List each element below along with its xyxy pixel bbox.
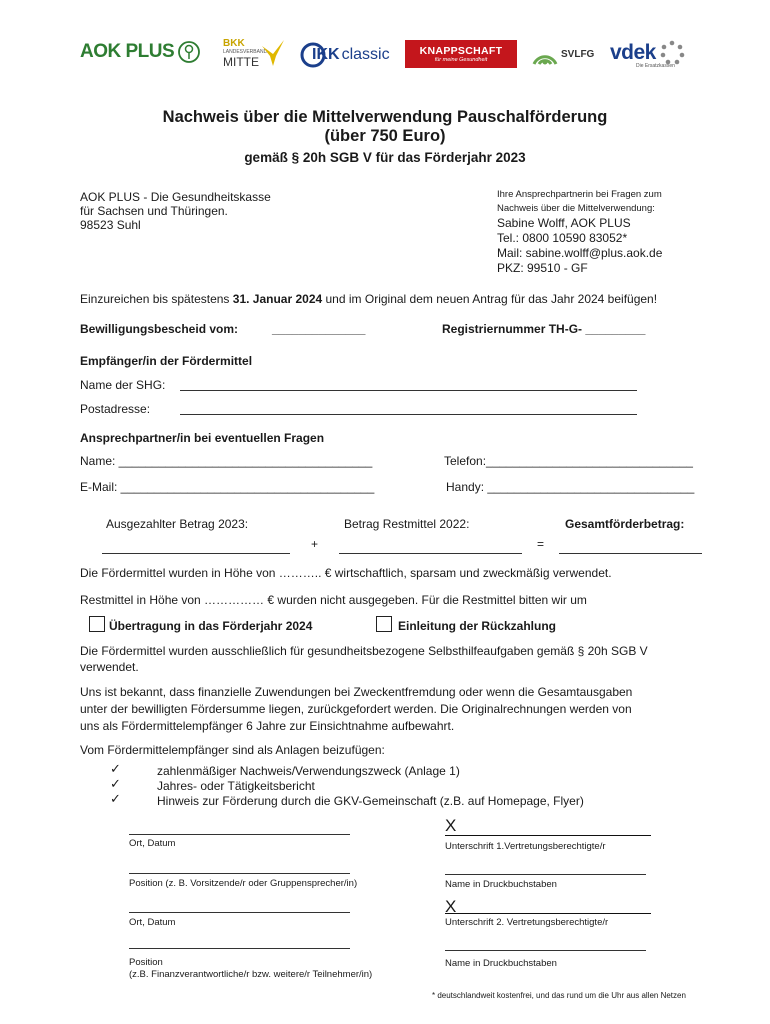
signature-x-mark: X	[445, 816, 457, 835]
bkk-bird-icon	[262, 40, 284, 66]
place-date-label: Ort, Datum	[129, 838, 176, 849]
print-name-field-2[interactable]	[445, 950, 646, 951]
signature-field-2[interactable]	[445, 913, 651, 914]
approval-label: Bewilligungsbescheid vom:	[80, 322, 239, 336]
svlfg-sun-icon	[531, 40, 559, 68]
contact-name-field[interactable]: Name: ______________________________________	[80, 454, 373, 468]
registration-number-field[interactable]: Registriernummer TH-G- _________	[442, 322, 646, 336]
contact-phone[interactable]: Tel.: 0800 10590 83052*	[497, 231, 628, 245]
aok-plus-logo: AOK PLUS	[80, 40, 201, 64]
bkk-logo: BKK LANDESVERBAND MITTE	[222, 38, 284, 72]
aok-tree-icon	[177, 40, 201, 64]
contact-intro: Nachweis über die Mittelverwendung:	[497, 203, 655, 214]
postal-address-label: Postadresse:	[80, 402, 151, 416]
svlfg-logo: SVLFG	[531, 40, 594, 68]
usage-statement: Die Fördermittel wurden in Höhe von ……….. € wirtschaftlich, sparsam und zweckmäßig verwendet.	[80, 566, 612, 580]
place-date-label: Ort, Datum	[129, 917, 176, 928]
document-title: Nachweis über die Mittelverwendung Pauschalförderung	[162, 108, 608, 126]
address-line: 98523 Suhl	[80, 218, 141, 232]
contact-telefon-field[interactable]: Telefon:_______________________________	[444, 454, 693, 468]
ikk-classic-logo: IKK classic	[300, 42, 390, 68]
contact-handy-field[interactable]: Handy: _______________________________	[446, 480, 695, 494]
contact-name: Sabine Wolff, AOK PLUS	[497, 216, 631, 230]
transfer-option-label: Übertragung in das Förderjahr 2024	[109, 619, 313, 633]
contact-email[interactable]: Mail: sabine.wolff@plus.aok.de	[497, 246, 663, 260]
position-field-2[interactable]	[129, 948, 350, 949]
approval-date-field[interactable]: ______________	[272, 322, 366, 336]
print-name-label-1: Name in Druckbuchstaben	[445, 879, 557, 890]
contact-intro: Ihre Ansprechpartnerin bei Fragen zum	[497, 189, 662, 200]
plus-sign: +	[311, 537, 319, 551]
check-icon: ✓	[110, 792, 121, 807]
contact-email-field[interactable]: E-Mail: ______________________________________	[80, 480, 375, 494]
equals-sign: =	[537, 537, 545, 551]
signature-label-1: Unterschrift 1.Vertretungsberechtigte/r	[445, 841, 606, 852]
postal-address-field[interactable]	[180, 414, 637, 415]
recipient-heading: Empfänger/in der Fördermittel	[80, 354, 253, 368]
signature-label-2: Unterschrift 2. Vertretungsberechtigte/r	[445, 917, 609, 928]
transfer-checkbox[interactable]	[89, 616, 105, 632]
shg-name-label: Name der SHG:	[80, 378, 166, 392]
signature-field-1[interactable]	[445, 835, 651, 836]
print-name-label-2: Name in Druckbuchstaben	[445, 958, 557, 969]
attachment-item: Hinweis zur Förderung durch die GKV-Gemeinschaft (z.B. auf Homepage, Flyer)	[157, 794, 584, 808]
address-line: für Sachsen und Thüringen.	[80, 204, 228, 218]
contact-pkz: PKZ: 99510 - GF	[497, 261, 588, 275]
document-subtitle: (über 750 Euro)	[324, 127, 446, 145]
deadline-note: Einzureichen bis spätestens 31. Januar 2024 und im Original dem neuen Antrag für das Jahr 2024 beifügen!	[80, 292, 658, 306]
check-icon: ✓	[110, 777, 121, 792]
knappschaft-logo: KNAPPSCHAFT für meine Gesundheit	[405, 40, 517, 68]
paid-amount-field[interactable]	[102, 553, 290, 554]
contact-person-heading: Ansprechpartner/in bei eventuellen Fragen	[80, 431, 325, 445]
recipient-address	[80, 190, 271, 232]
remaining-amount-field[interactable]	[339, 553, 522, 554]
check-icon: ✓	[110, 762, 121, 777]
contact-block	[497, 188, 662, 276]
position-field-1[interactable]	[129, 873, 350, 874]
position-label-1: Position (z. B. Vorsitzende/r oder Gruppensprecher/in)	[129, 878, 358, 889]
repayment-checkbox[interactable]	[376, 616, 392, 632]
total-amount-field[interactable]	[559, 553, 702, 554]
shg-name-field[interactable]	[180, 390, 637, 391]
repayment-notice: Uns ist bekannt, dass finanzielle Zuwendungen bei Zweckentfremdung oder wenn die Gesamtausgaben unter der bewilligten Fördersumme liegen, zurückgefordert werden. Die Originalrechnungen werden von uns als Fördermittelempfänger 6 Jahre zur Einsichtnahme aufbewahrt.	[80, 685, 633, 733]
remaining-amount-label: Betrag Restmittel 2022:	[344, 517, 470, 531]
purpose-statement: Die Fördermittel wurden ausschließlich für gesundheitsbezogene Selbsthilfeaufgaben gemäß § 20h SGB V verwendet.	[80, 644, 648, 674]
place-date-field-1[interactable]	[129, 834, 350, 835]
position-label-2: Position (z.B. Finanzverantwortliche/r bzw. weitere/r Teilnehmer/in)	[129, 957, 373, 980]
paid-amount-label: Ausgezahlter Betrag 2023:	[106, 517, 249, 531]
address-line: AOK PLUS - Die Gesundheitskasse	[80, 190, 271, 204]
signature-x-mark: X	[445, 897, 457, 916]
attachment-item: Jahres- oder Tätigkeitsbericht	[157, 779, 315, 793]
attachments-heading: Vom Fördermittelempfänger sind als Anlagen beizufügen:	[80, 743, 385, 757]
remaining-statement: Restmittel in Höhe von …………… € wurden nicht ausgegeben. Für die Restmittel bitten wir um	[80, 593, 587, 607]
place-date-field-2[interactable]	[129, 912, 350, 913]
document-legal-basis: gemäß § 20h SGB V für das Förderjahr 2023	[244, 150, 526, 165]
footnote: * deutschlandweit kostenfrei, und das rund um die Uhr aus allen Netzen	[432, 991, 686, 1000]
total-amount-label: Gesamtförderbetrag:	[565, 517, 685, 531]
attachment-item: zahlenmäßiger Nachweis/Verwendungszweck (Anlage 1)	[157, 764, 460, 778]
repayment-option-label: Einleitung der Rückzahlung	[398, 619, 557, 633]
vdek-logo: vdek Die Ersatzkassen	[610, 40, 685, 69]
print-name-field-1[interactable]	[445, 874, 646, 875]
